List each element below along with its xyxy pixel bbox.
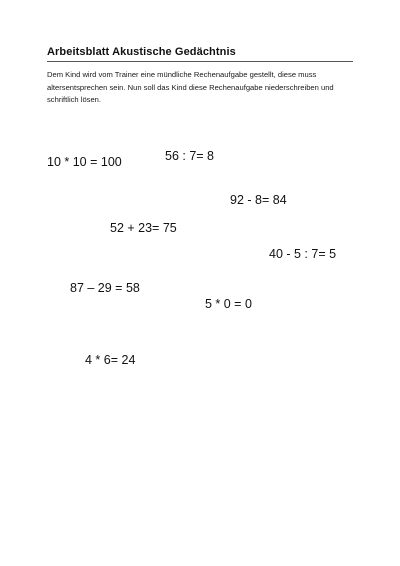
equation-item: 92 - 8= 84 bbox=[230, 193, 287, 207]
equation-item: 56 : 7= 8 bbox=[165, 149, 214, 163]
equation-item: 52 + 23= 75 bbox=[110, 221, 177, 235]
equation-item: 87 – 29 = 58 bbox=[70, 281, 140, 295]
worksheet-intro: Dem Kind wird vom Trainer eine mündliche Rechenaufgabe gestellt, diese muss altersentsprechen sein. Nun soll das Kind diese Rechenaufgabe niederschreiben und schriftlich lösen. bbox=[47, 70, 334, 104]
equation-item: 5 * 0 = 0 bbox=[205, 297, 252, 311]
equation-item: 40 - 5 : 7= 5 bbox=[269, 247, 337, 261]
title-divider bbox=[47, 61, 353, 62]
equation-item: 10 * 10 = 100 bbox=[47, 155, 122, 169]
equation-item: 4 * 6= 24 bbox=[85, 353, 136, 367]
worksheet-title: Arbeitsblatt Akustische Gedächtnis bbox=[47, 46, 236, 58]
